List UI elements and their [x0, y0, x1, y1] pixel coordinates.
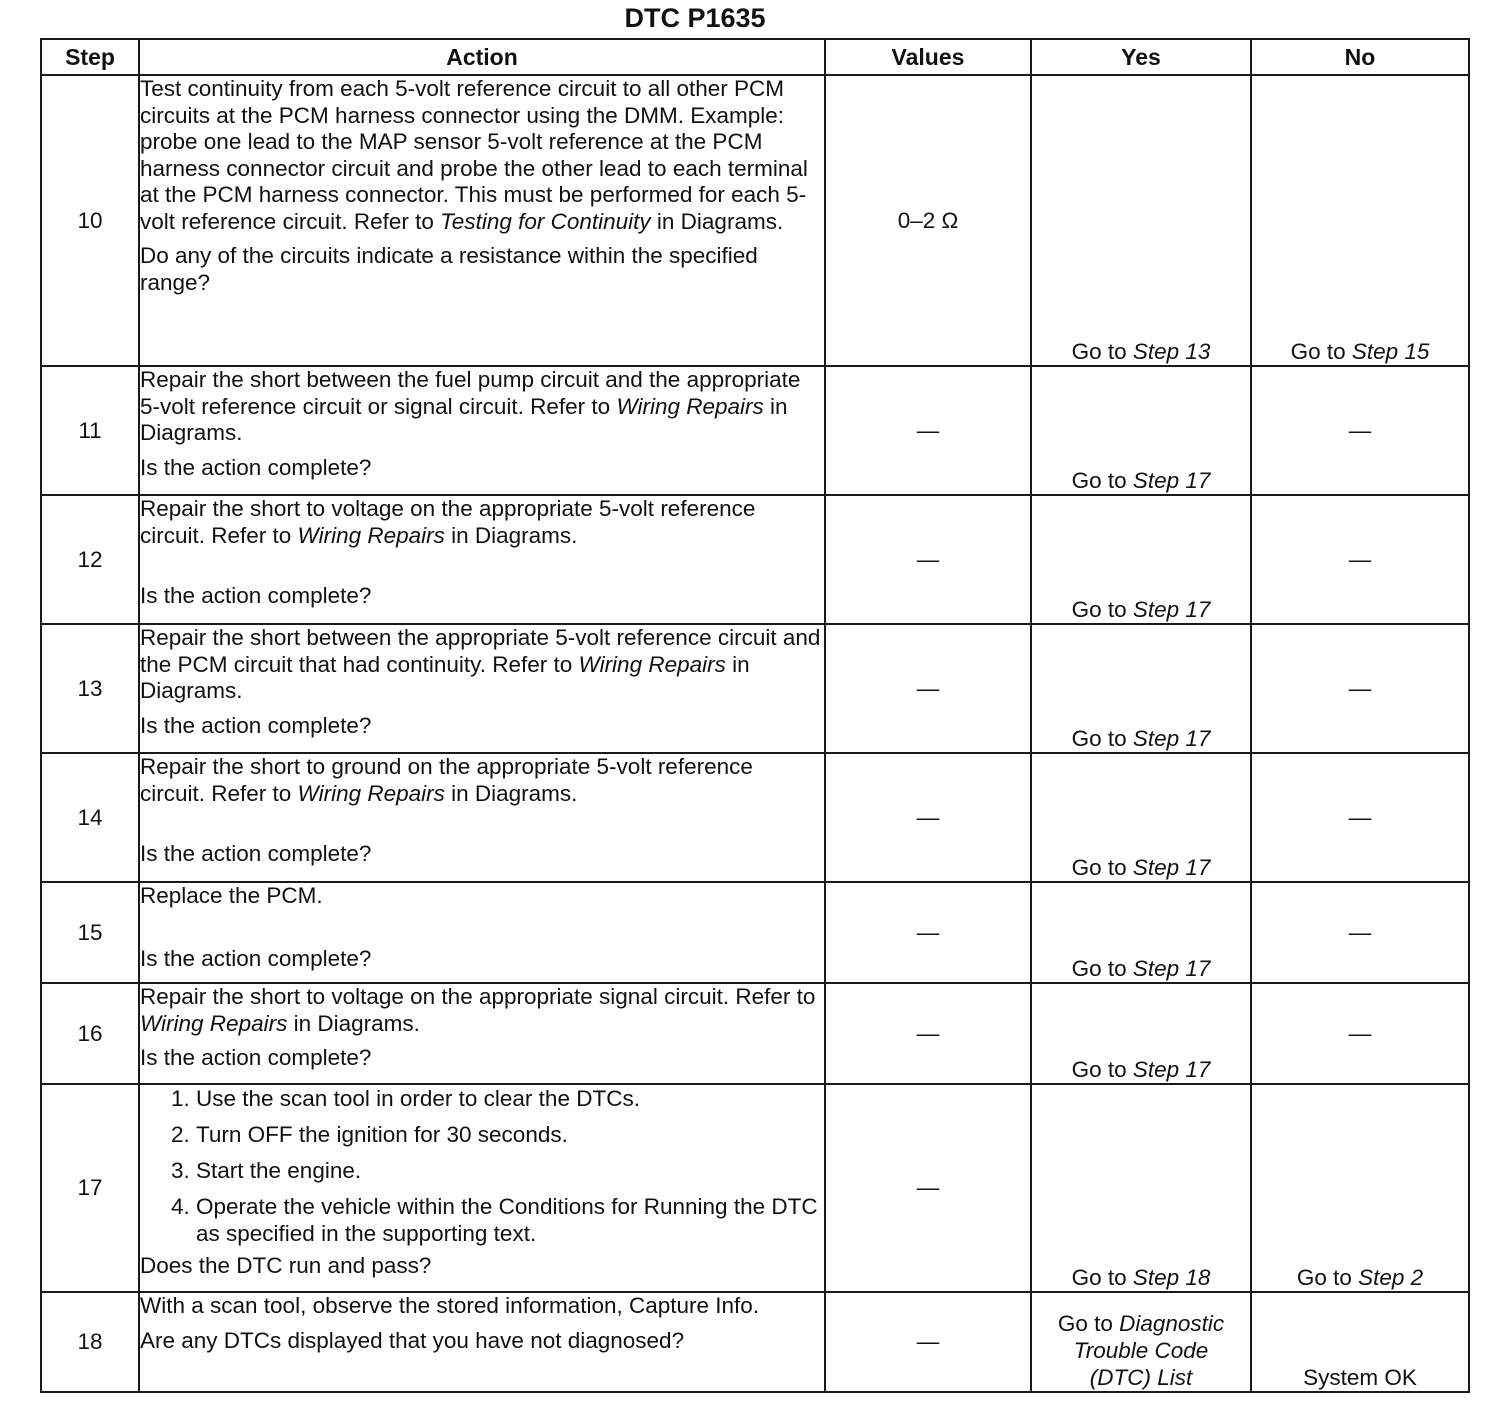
yes-reference: Step 17 — [1132, 468, 1211, 493]
step-number: 17 — [41, 1084, 139, 1292]
action-question: Does the DTC run and pass? — [140, 1253, 432, 1278]
yes-reference: Step 18 — [1132, 1265, 1211, 1290]
header-row — [41, 39, 1469, 75]
yes-cell: Go to Step 17 — [1031, 882, 1251, 983]
table-row — [41, 753, 1469, 882]
action-cell — [139, 495, 825, 624]
action-cell — [139, 753, 825, 882]
reference-link: Testing for Continuity — [440, 208, 651, 234]
no-cell: — — [1251, 983, 1469, 1084]
action-question: Are any DTCs displayed that you have not diagnosed? — [140, 1327, 685, 1353]
yes-reference: Diagnostic Trouble Code (DTC) List — [1073, 1311, 1225, 1390]
value-cell: — — [825, 1292, 1031, 1392]
yes-cell: Go to Step 17 — [1031, 983, 1251, 1084]
no-cell: — — [1251, 624, 1469, 753]
reference-link: Wiring Repairs — [616, 393, 764, 419]
reference-link: Wiring Repairs — [297, 780, 445, 806]
list-item: 4. Operate the vehicle within the Conditions for Running the DTC as specified in the supporting text. — [196, 1193, 824, 1247]
step-number: 18 — [41, 1292, 139, 1392]
yes-cell: Go to Diagnostic Trouble Code (DTC) List — [1031, 1292, 1251, 1392]
yes-reference: Step 17 — [1132, 726, 1211, 751]
step-number: 16 — [41, 983, 139, 1084]
yes-reference: Step 17 — [1132, 1057, 1211, 1082]
list-item: 1. Use the scan tool in order to clear the DTCs. — [196, 1085, 824, 1112]
value-cell: — — [825, 1084, 1031, 1292]
yes-cell: Go to Step 17 — [1031, 753, 1251, 882]
step-number: 14 — [41, 753, 139, 882]
action-question: Do any of the circuits indicate a resistance within the specified range? — [140, 243, 758, 295]
action-text: Repair the short to voltage on the appropriate signal circuit. Refer to Wiring Repairs in Diagrams. — [140, 984, 816, 1036]
action-text: Repair the short to ground on the appropriate 5-volt reference circuit. Refer to Wiring Repairs in Diagrams. — [140, 754, 753, 806]
yes-cell: Go to Step 17 — [1031, 495, 1251, 624]
table-row — [41, 983, 1469, 1084]
action-cell — [139, 1084, 825, 1292]
value-cell: 0–2 Ω — [825, 75, 1031, 366]
value-cell: — — [825, 366, 1031, 495]
yes-cell: Go to Step 18 — [1031, 1084, 1251, 1292]
action-text: Test continuity from each 5-volt reference circuit to all other PCM circuits at the PCM harness connector using the DMM. Example: probe one lead to the MAP sensor 5-volt reference at the PCM harness connector circuit and probe the other lead to each terminal at the PCM harness connector. This must be performed for each 5-volt reference circuit. Refer to Testing for Continuity in Diagrams. — [140, 76, 808, 234]
action-text: Repair the short to voltage on the appropriate 5-volt reference circuit. Refer to Wiring Repairs in Diagrams. — [140, 496, 756, 548]
no-cell: — — [1251, 882, 1469, 983]
action-cell — [139, 983, 825, 1084]
action-text: Replace the PCM. — [140, 883, 323, 908]
table-row — [41, 624, 1469, 753]
step-number: 15 — [41, 882, 139, 983]
table-row — [41, 1292, 1469, 1392]
no-cell: — — [1251, 495, 1469, 624]
action-text: Repair the short between the fuel pump circuit and the appropriate 5-volt reference circuit or signal circuit. Refer to Wiring Repairs in Diagrams. — [140, 367, 801, 445]
action-cell — [139, 1292, 825, 1392]
yes-reference: Step 13 — [1132, 339, 1211, 364]
no-cell: Go to Step 2 — [1251, 1084, 1469, 1292]
no-cell: — — [1251, 366, 1469, 495]
action-question: Is the action complete? — [140, 945, 372, 971]
table-row — [41, 75, 1469, 366]
yes-reference: Step 17 — [1132, 855, 1211, 880]
action-text: With a scan tool, observe the stored information, Capture Info. — [140, 1293, 760, 1318]
action-cell — [139, 366, 825, 495]
header-step: Step — [41, 39, 139, 75]
action-cell — [139, 624, 825, 753]
reference-link: Wiring Repairs — [578, 651, 726, 677]
action-question: Is the action complete? — [140, 712, 372, 738]
value-cell: — — [825, 983, 1031, 1084]
yes-cell: Go to Step 17 — [1031, 366, 1251, 495]
table-row — [41, 882, 1469, 983]
yes-reference: Step 17 — [1132, 956, 1211, 981]
table-row — [41, 366, 1469, 495]
yes-reference: Step 17 — [1132, 597, 1211, 622]
action-question: Is the action complete? — [140, 454, 372, 480]
diagnostic-table — [40, 38, 1470, 1393]
yes-cell: Go to Step 13 — [1031, 75, 1251, 366]
no-cell: — — [1251, 753, 1469, 882]
header-yes: Yes — [1031, 39, 1251, 75]
no-reference: Step 2 — [1358, 1265, 1424, 1290]
value-cell: — — [825, 753, 1031, 882]
table-row — [41, 495, 1469, 624]
header-values: Values — [825, 39, 1031, 75]
reference-link: Wiring Repairs — [297, 522, 445, 548]
action-cell — [139, 75, 825, 366]
step-number: 13 — [41, 624, 139, 753]
action-question: Is the action complete? — [140, 583, 372, 608]
value-cell: — — [825, 495, 1031, 624]
page-title: DTC P1635 — [624, 3, 766, 33]
yes-cell: Go to Step 17 — [1031, 624, 1251, 753]
step-number: 11 — [41, 366, 139, 495]
value-cell: — — [825, 624, 1031, 753]
list-item: 2. Turn OFF the ignition for 30 seconds. — [196, 1121, 824, 1148]
no-cell: Go to Step 15 — [1251, 75, 1469, 366]
value-cell: — — [825, 882, 1031, 983]
action-question: Is the action complete? — [140, 1045, 372, 1070]
action-text: Repair the short between the appropriate 5-volt reference circuit and the PCM circuit that had continuity. Refer to Wiring Repairs in Diagrams. — [140, 625, 821, 703]
step-number: 12 — [41, 495, 139, 624]
numbered-steps — [140, 1085, 824, 1247]
header-action: Action — [139, 39, 825, 75]
no-reference: Step 15 — [1351, 339, 1430, 364]
list-item: 3. Start the engine. — [196, 1157, 824, 1184]
header-no: No — [1251, 39, 1469, 75]
no-cell: System OK — [1251, 1292, 1469, 1392]
action-question: Is the action complete? — [140, 841, 372, 866]
reference-link: Wiring Repairs — [140, 1010, 288, 1036]
table-row — [41, 1084, 1469, 1292]
action-cell — [139, 882, 825, 983]
step-number: 10 — [41, 75, 139, 366]
